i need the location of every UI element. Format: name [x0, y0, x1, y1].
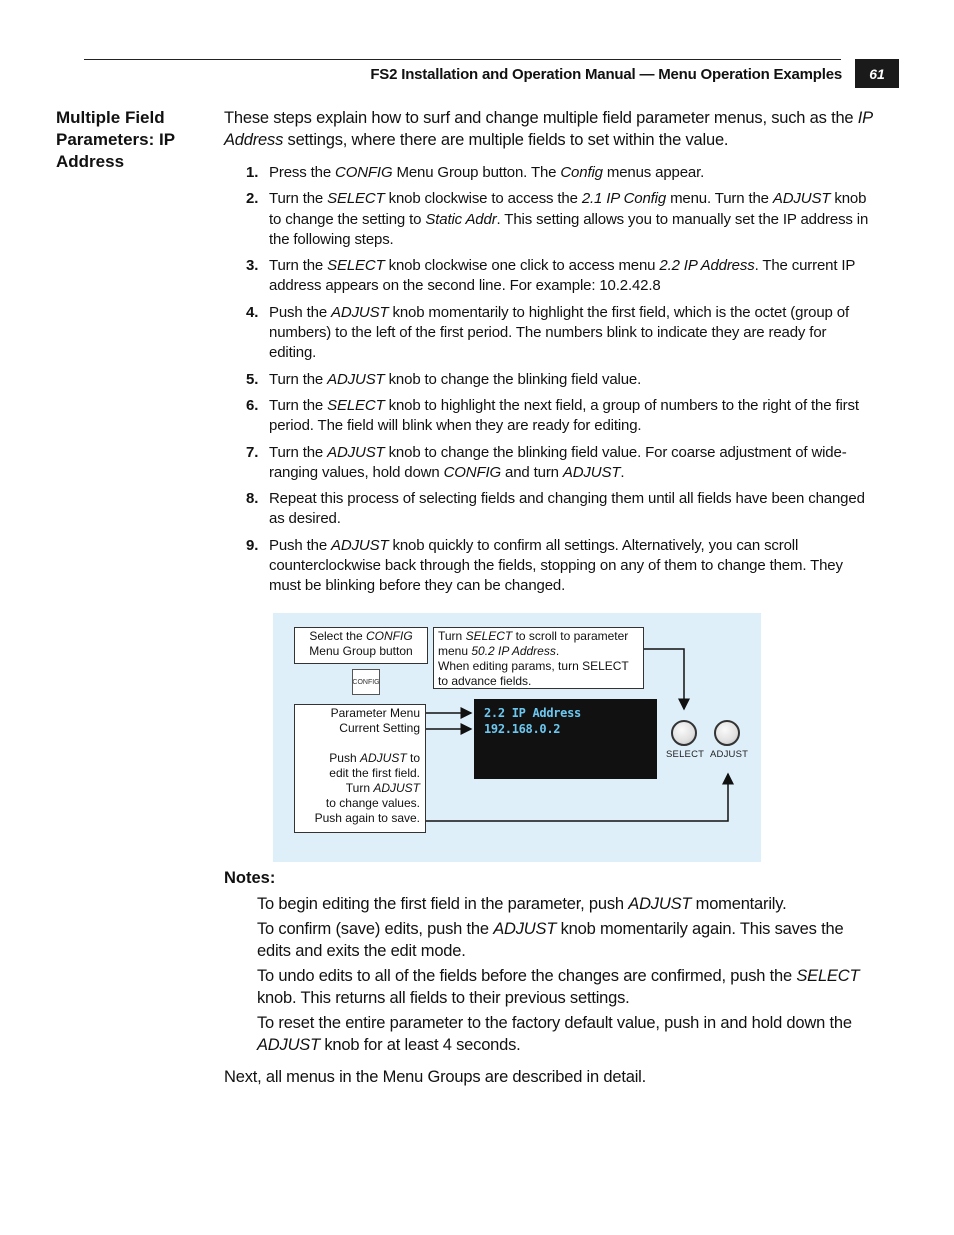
- step-item: [224, 536, 874, 597]
- callout-select-config: Select the CONFIG Menu Group button: [294, 627, 428, 664]
- note-item: To confirm (save) edits, push the ADJUST knob momentarily again. This saves the edits and exits the edit mode.: [257, 920, 844, 960]
- step-number: 7.: [246, 443, 259, 461]
- step-item: [224, 370, 874, 390]
- step-number: 3.: [246, 257, 259, 275]
- step-number: 4.: [246, 303, 259, 321]
- control-panel-diagram: [273, 613, 761, 862]
- notes-heading: Notes:: [224, 869, 276, 887]
- lcd-line-1: 2.2 IP Address: [484, 706, 581, 720]
- adjust-knob-label: ADJUST: [710, 749, 749, 760]
- step-number: 9.: [246, 536, 259, 554]
- step-number: 1.: [246, 164, 259, 181]
- step-item: [224, 256, 874, 297]
- step-text: Turn the ADJUST knob to change the blinking field value. For coarse adjustment of wide-ranging values, hold down CONFIG and turn ADJUST.: [269, 443, 847, 481]
- step-text: Push the ADJUST knob momentarily to highlight the first field, which is the octet (group of numbers) to the left of the first period. The numbers blink to indicate they are ready for editing.: [269, 303, 849, 362]
- step-text: Turn the SELECT knob clockwise to access the 2.1 IP Config menu. Turn the ADJUST knob to change the setting to Static Addr. This setting allows you to manually set the IP address in the following steps.: [269, 190, 869, 248]
- step-item: [224, 443, 874, 484]
- select-knob-label: SELECT: [666, 749, 705, 760]
- step-text: Turn the SELECT knob clockwise one click to access menu 2.2 IP Address. The current IP address appears on the second line. For example: 10.2.42.8: [269, 257, 856, 295]
- arrow-param-to-adjust: [426, 774, 728, 821]
- callout-parameter-menu: Parameter Menu Current Setting Push ADJUST to edit the first field. Turn ADJUST to change values. Push again to save.: [294, 704, 426, 833]
- step-number: 5.: [246, 370, 259, 388]
- page-number: 61: [855, 59, 899, 88]
- step-item: [224, 489, 874, 530]
- closing-paragraph: Next, all menus in the Menu Groups are described in detail.: [224, 1068, 647, 1086]
- lcd-line-2: 192.168.0.2: [484, 722, 561, 736]
- step-number: 8.: [246, 490, 259, 508]
- step-text: Push the ADJUST knob quickly to confirm all settings. Alternatively, you can scroll counterclockwise back through the fields, stopping on any of them to change them. They must be blinking before they can be changed.: [269, 536, 843, 595]
- step-text: Repeat this process of selecting fields and changing them until all fields have been changed as desired.: [269, 490, 865, 528]
- running-header: FS2 Installation and Operation Manual — Menu Operation Examples: [370, 66, 842, 83]
- config-button[interactable]: CONFIG: [352, 669, 380, 695]
- lcd-display: [474, 699, 657, 779]
- section-heading: Multiple Field Parameters: IP Address: [56, 108, 175, 171]
- callout-turn-select: Turn SELECT to scroll to parameter menu 50.2 IP Address. When editing params, turn SELECT to advance fields.: [433, 627, 644, 689]
- step-text: Press the CONFIG Menu Group button. The Config menus appear.: [269, 164, 705, 181]
- step-item: [224, 163, 874, 183]
- note-item: To undo edits to all of the fields before the changes are confirmed, push the SELECT knob. This returns all fields to their previous settings.: [257, 967, 860, 1007]
- adjust-knob[interactable]: [714, 720, 740, 746]
- step-text: Turn the SELECT knob to highlight the next field, a group of numbers to the right of the first period. The field will blink when they are ready for editing.: [269, 396, 859, 435]
- step-text: Turn the ADJUST knob to change the blinking field value.: [269, 370, 642, 388]
- notes-list: [257, 893, 872, 1059]
- step-item: [224, 189, 874, 250]
- step-number: 6.: [246, 396, 259, 414]
- select-knob[interactable]: [671, 720, 697, 746]
- steps-list: [224, 163, 874, 603]
- step-number: 2.: [246, 190, 259, 208]
- note-item: To reset the entire parameter to the factory default value, push in and hold down the ADJUST knob for at least 4 seconds.: [257, 1014, 852, 1054]
- intro-paragraph: These steps explain how to surf and change multiple field parameter menus, such as the IP Address settings, where there are multiple fields to set within the value.: [224, 109, 873, 149]
- header-rule: [84, 59, 841, 60]
- step-item: [224, 303, 874, 364]
- note-item: To begin editing the first field in the parameter, push ADJUST momentarily.: [257, 895, 787, 913]
- step-item: [224, 396, 874, 437]
